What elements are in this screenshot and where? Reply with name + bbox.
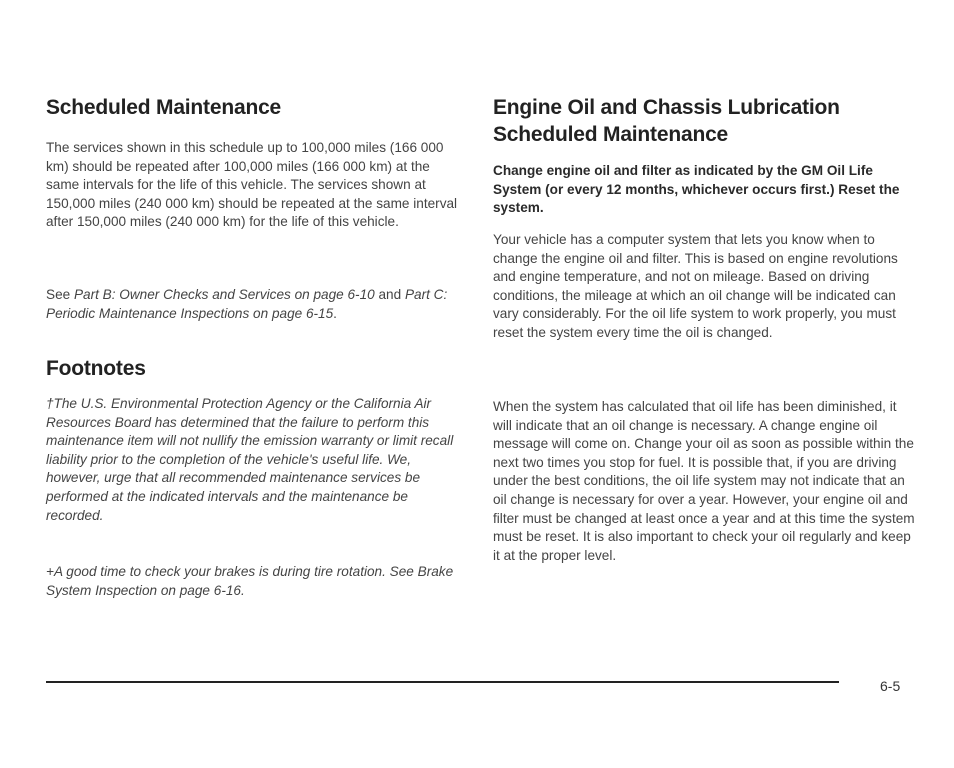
scheduled-maintenance-paragraph: The services shown in this schedule up to 100,000 miles (166 000 km) should be repeated after 100,000 miles (166 000 km) at the same intervals for the life of this vehicle. The services shown at 150,000 miles (240 000 km) should be repeated at the same interval after 150,000 miles (240 000 km) for the life of this vehicle.: [46, 140, 458, 230]
see-prefix: See: [46, 287, 74, 302]
footer-divider: [46, 681, 839, 683]
see-and: and: [374, 287, 405, 302]
see-references-paragraph: [46, 286, 464, 323]
page-number: 6-5: [880, 678, 901, 694]
see-reference-part-c: Part C: Periodic Maintenance Inspections on page 6-15: [46, 287, 448, 321]
scheduled-maintenance-heading: Scheduled Maintenance: [46, 96, 282, 119]
see-reference-part-b: Part B: Owner Checks and Services on page 6-10: [73, 287, 375, 302]
see-end: .: [333, 305, 337, 321]
footnotes-heading: Footnotes: [46, 357, 146, 380]
engine-oil-heading: Engine Oil and Chassis Lubrication Scheduled Maintenance: [493, 96, 840, 146]
footnote-plus: +A good time to check your brakes is during tire rotation. See Brake System Inspection on page 6-16.: [46, 564, 454, 598]
oil-change-instruction: Change engine oil and filter as indicated by the GM Oil Life System (or every 12 months, whichever occurs first.) Reset the system.: [493, 163, 900, 216]
oil-life-system-paragraph: Your vehicle has a computer system that lets you know when to change the engine oil and filter. This is based on engine revolutions and engine temperature, and not on mileage. Based on driving conditions, the mileage at which an oil change will be indicated can vary considerably. For the oil life system to work properly, you must reset the system every time the oil is changed.: [493, 232, 898, 340]
oil-life-calculation-paragraph: When the system has calculated that oil life has been diminished, it will indicate that an oil change is necessary. A change engine oil message will come on. Change your oil as soon as possible within the next two times you stop for fuel. It is possible that, if you are driving under the best conditions, the oil life system may not indicate that an oil change is necessary for over a year. However, your engine oil and filter must be changed at least once a year and at this time the system must be reset. It is also important to check your oil regularly and keep it at the proper level.: [493, 399, 915, 563]
footnote-dagger: †The U.S. Environmental Protection Agency or the California Air Resources Board has determined that the failure to perform this maintenance item will not nullify the emission warranty or limit recall liability prior to the completion of the vehicle's useful life. We, however, urge that all recommended maintenance services be performed at the indicated intervals and the maintenance be recorded.: [46, 396, 454, 523]
